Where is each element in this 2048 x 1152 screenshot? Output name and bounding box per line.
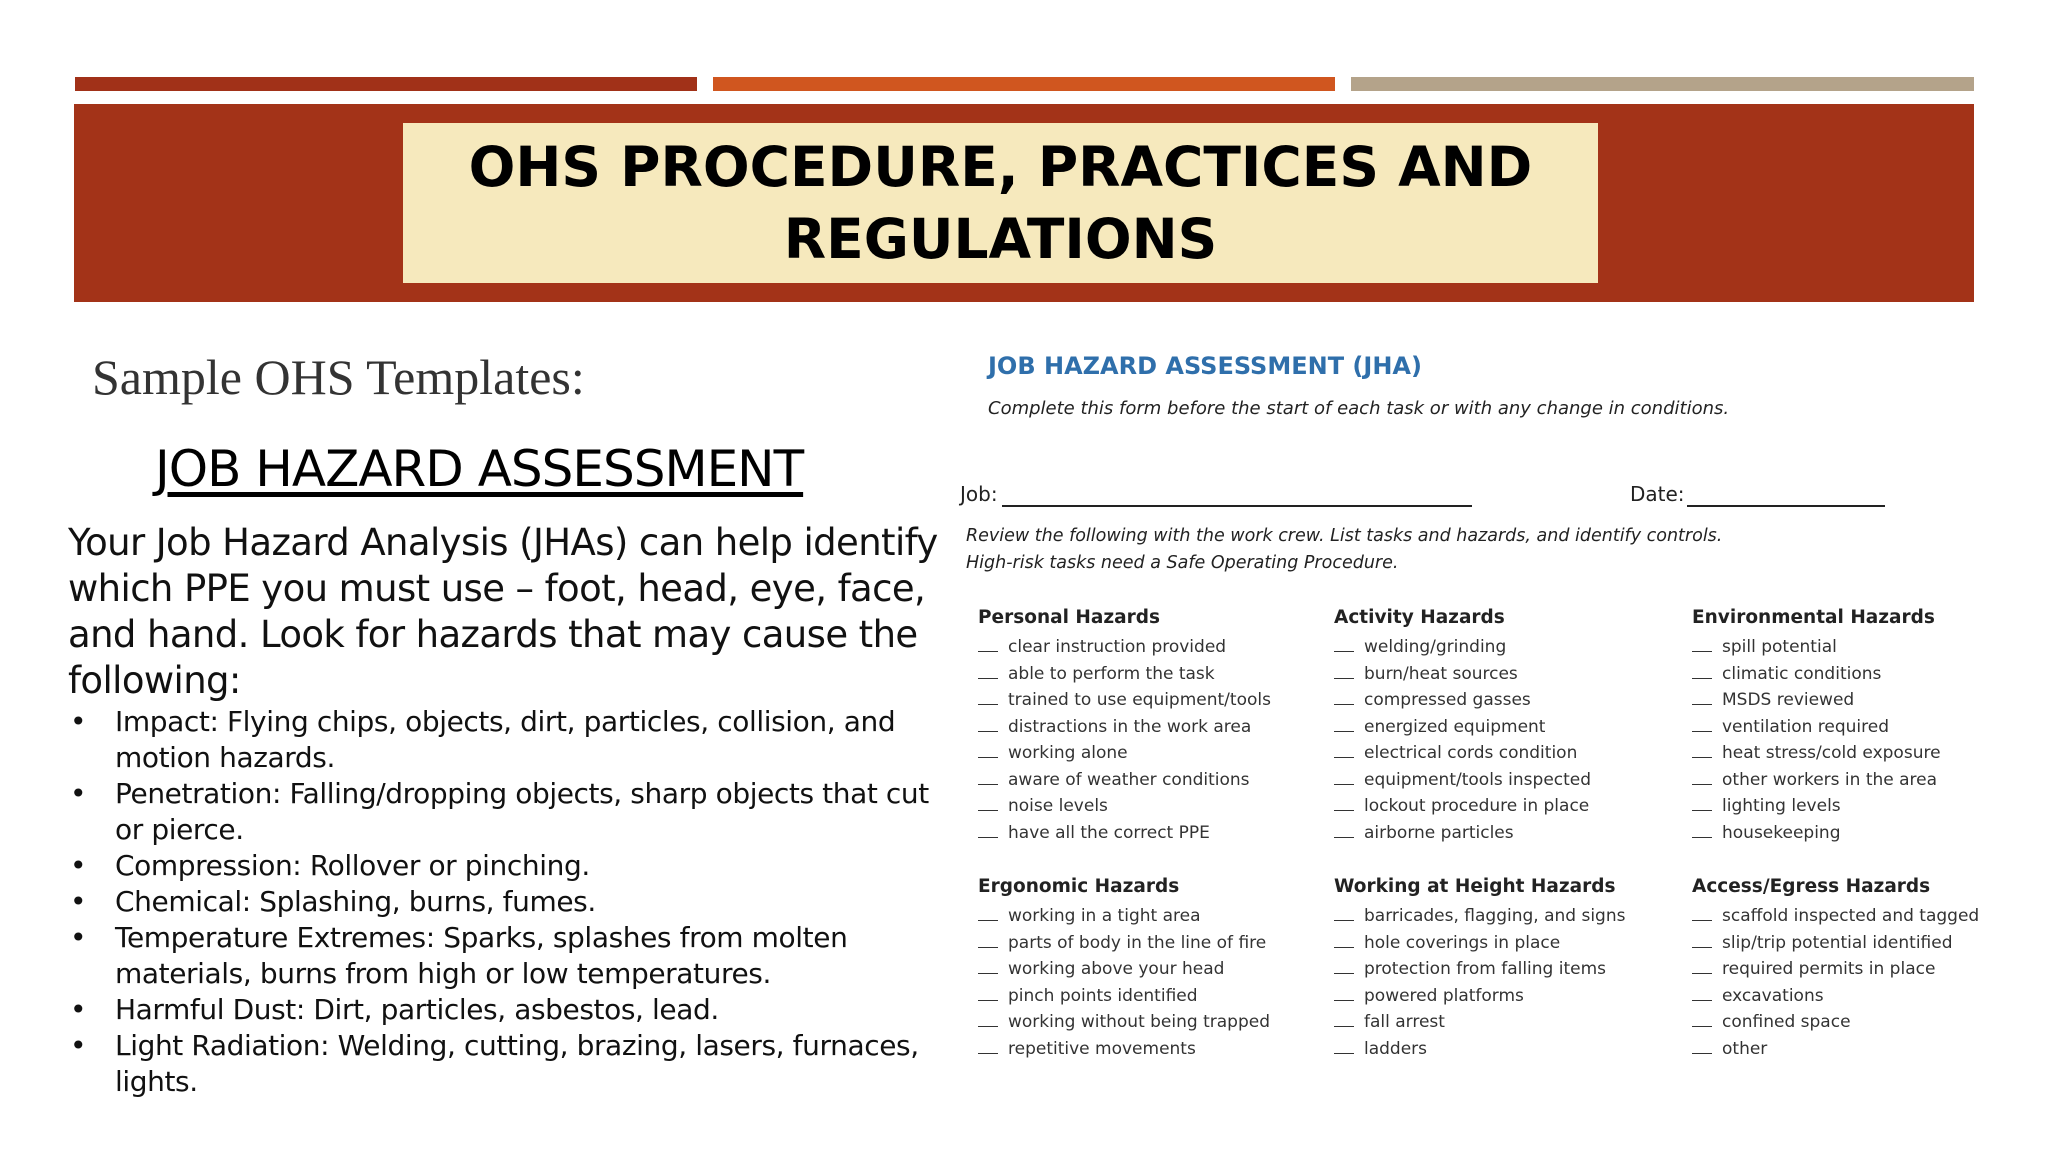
checklist-item-label: noise levels [1008, 796, 1108, 816]
check-blank [1334, 1000, 1354, 1001]
check-blank [1692, 810, 1712, 811]
hazard-group-ergonomic [978, 875, 1298, 1062]
checklist-item-label: climatic conditions [1722, 663, 1882, 684]
check-blank [978, 1053, 998, 1054]
check-blank [1334, 651, 1354, 652]
check-blank [978, 1000, 998, 1001]
check-blank [1692, 920, 1712, 921]
checklist-item-label: confined space [1722, 1012, 1851, 1032]
hazard-group-working-at-height [1334, 875, 1654, 1062]
checklist-item [978, 740, 1298, 767]
checklist-item [1692, 687, 2012, 714]
checklist-item [1334, 820, 1654, 847]
checklist-item [1692, 903, 2012, 930]
checklist-item-label: required permits in place [1722, 959, 1936, 979]
checklist-item [1692, 793, 2012, 820]
check-blank [1334, 920, 1354, 921]
checklist-item [1692, 740, 2012, 767]
checklist-item [1334, 1036, 1654, 1063]
checklist-item [1334, 1009, 1654, 1036]
bullet-icon: • [70, 885, 87, 918]
checklist-item-label: powered platforms [1364, 985, 1524, 1006]
hazard-group-personal [978, 606, 1298, 846]
review-instruction-line-2: High-risk tasks need a Safe Operating Procedure. [966, 553, 1399, 573]
checklist-item-label: MSDS reviewed [1722, 690, 1855, 710]
check-blank [1692, 731, 1712, 732]
checklist-item [1334, 714, 1654, 741]
checklist-item [1692, 820, 2012, 847]
bullet-icon: • [70, 777, 87, 810]
checklist-item-label: fall arrest [1364, 1012, 1445, 1032]
form-title: JOB HAZARD ASSESSMENT (JHA) [988, 352, 1422, 380]
checklist-item [1334, 767, 1654, 794]
check-blank [1334, 947, 1354, 948]
check-blank [978, 947, 998, 948]
checklist-item [978, 634, 1298, 661]
checklist-item [1334, 930, 1654, 957]
checklist-item-label: working in a tight area [1008, 906, 1201, 926]
bullet-item: • Penetration: Falling/dropping objects, sharp objects that cut or pierce. [70, 777, 929, 846]
hazard-group-title: Working at Height Hazards [1334, 876, 1616, 897]
checklist-item-label: pinch points identified [1008, 985, 1198, 1006]
accent-bar-middle [713, 77, 1335, 91]
accent-bar-right [1351, 77, 1974, 91]
checklist-item-label: lighting levels [1722, 796, 1841, 816]
check-blank [1334, 784, 1354, 785]
bullet-icon: • [70, 993, 87, 1026]
hazard-group-title: Environmental Hazards [1692, 607, 1935, 628]
check-blank [1334, 731, 1354, 732]
checklist-item-label: lockout procedure in place [1364, 796, 1590, 816]
checklist-item-label: equipment/tools inspected [1364, 769, 1592, 790]
checklist-item [978, 956, 1298, 983]
checklist-item-label: other workers in the area [1722, 769, 1938, 790]
checklist-item-label: energized equipment [1364, 716, 1546, 737]
check-blank [978, 757, 998, 758]
hazard-group-title: Ergonomic Hazards [978, 876, 1180, 897]
checklist-item [1692, 983, 2012, 1010]
check-blank [1692, 1026, 1712, 1027]
check-blank [1692, 678, 1712, 679]
hazard-bullet-list [68, 704, 948, 1100]
hazard-group-title: Access/Egress Hazards [1692, 876, 1931, 897]
checklist-item [978, 714, 1298, 741]
check-blank [1692, 837, 1712, 838]
slide-title: OHS PROCEDURE, PRACTICES AND REGULATIONS [468, 135, 1533, 271]
bullet-item: • Compression: Rollover or pinching. [70, 849, 590, 882]
bullet-item: • Light Radiation: Welding, cutting, brazing, lasers, furnaces, lights. [70, 1029, 919, 1098]
checklist-item [978, 903, 1298, 930]
checklist-item [978, 687, 1298, 714]
date-label: Date: [1630, 482, 1685, 506]
check-blank [1692, 784, 1712, 785]
checklist-item-label: electrical cords condition [1364, 743, 1578, 763]
checklist-item-label: protection from falling items [1364, 959, 1607, 979]
checklist-item [1692, 1009, 2012, 1036]
check-blank [978, 784, 998, 785]
checklist-item-label: working without being trapped [1008, 1012, 1270, 1032]
section-heading: JOB HAZARD ASSESSMENT [155, 440, 804, 498]
checklist-item-label: compressed gasses [1364, 690, 1531, 710]
intro-paragraph: Your Job Hazard Analysis (JHAs) can help identify which PPE you must use – foot, head, eye, face, and hand. Look for hazards that may cause the following: [68, 521, 938, 702]
check-blank [978, 920, 998, 921]
check-blank [1692, 1000, 1712, 1001]
check-blank [978, 651, 998, 652]
checklist-item-label: working above your head [1008, 959, 1225, 979]
checklist-item [978, 983, 1298, 1010]
bullet-item: • Chemical: Splashing, burns, fumes. [70, 885, 596, 918]
checklist-item-label: distractions in the work area [1008, 716, 1252, 737]
checklist-item-label: aware of weather conditions [1008, 769, 1250, 790]
checklist-item [978, 1009, 1298, 1036]
check-blank [1334, 973, 1354, 974]
checklist-item-label: welding/grinding [1364, 637, 1507, 657]
check-blank [1334, 704, 1354, 705]
check-blank [978, 678, 998, 679]
hazard-group-title: Activity Hazards [1334, 607, 1505, 628]
checklist-item [1334, 634, 1654, 661]
check-blank [978, 1026, 998, 1027]
date-field-line [1687, 505, 1885, 507]
bullet-item: • Temperature Extremes: Sparks, splashes from molten materials, burns from high or low temperatures. [70, 921, 848, 990]
checklist-item [1692, 634, 2012, 661]
check-blank [1334, 757, 1354, 758]
checklist-item [1334, 740, 1654, 767]
checklist-item [1692, 714, 2012, 741]
check-blank [1334, 678, 1354, 679]
checklist-item [1334, 983, 1654, 1010]
checklist-item-label: excavations [1722, 985, 1824, 1006]
checklist-item [1692, 1036, 2012, 1063]
checklist-item-label: repetitive movements [1008, 1038, 1196, 1059]
checklist-item-label: have all the correct PPE [1008, 822, 1210, 843]
hazard-group-title: Personal Hazards [978, 607, 1160, 628]
bullet-item: • Impact: Flying chips, objects, dirt, particles, collision, and motion hazards. [70, 705, 896, 774]
checklist-item-label: clear instruction provided [1008, 637, 1227, 657]
bullet-icon: • [70, 1029, 87, 1062]
checklist-item [1334, 661, 1654, 688]
bullet-icon: • [70, 921, 87, 954]
hazard-group-activity [1334, 606, 1654, 846]
checklist-item-label: slip/trip potential identified [1722, 932, 1953, 953]
checklist-item [978, 661, 1298, 688]
checklist-item [978, 820, 1298, 847]
bullet-icon: • [70, 705, 87, 738]
checklist-item-label: airborne particles [1364, 822, 1514, 843]
accent-bar-left [75, 77, 697, 91]
form-instruction: Complete this form before the start of each task or with any change in conditions. [988, 398, 1730, 419]
slide-subtitle: Sample OHS Templates: [92, 349, 585, 405]
title-box [403, 123, 1598, 283]
check-blank [978, 810, 998, 811]
check-blank [1692, 973, 1712, 974]
checklist-item-label: able to perform the task [1008, 663, 1215, 684]
checklist-item-label: barricades, flagging, and signs [1364, 906, 1626, 926]
checklist-item [978, 793, 1298, 820]
check-blank [1334, 810, 1354, 811]
check-blank [1692, 1053, 1712, 1054]
check-blank [1692, 651, 1712, 652]
hazard-group-environmental [1692, 606, 2012, 846]
check-blank [1692, 757, 1712, 758]
checklist-item [1334, 903, 1654, 930]
checklist-item [978, 767, 1298, 794]
job-label: Job: [960, 482, 998, 506]
checklist-item-label: scaffold inspected and tagged [1722, 906, 1980, 926]
check-blank [1334, 1026, 1354, 1027]
checklist-item-label: spill potential [1722, 637, 1837, 657]
check-blank [978, 973, 998, 974]
review-instruction-line-1: Review the following with the work crew. List tasks and hazards, and identify controls. [966, 526, 1723, 546]
job-field-line [1002, 505, 1472, 507]
check-blank [978, 731, 998, 732]
checklist-item-label: ladders [1364, 1038, 1428, 1059]
checklist-item [978, 1036, 1298, 1063]
bullet-icon: • [70, 849, 87, 882]
bullet-item: • Harmful Dust: Dirt, particles, asbestos, lead. [70, 993, 719, 1026]
checklist-item-label: other [1722, 1038, 1768, 1059]
checklist-item [1692, 767, 2012, 794]
checklist-item [978, 930, 1298, 957]
checklist-item-label: housekeeping [1722, 822, 1841, 843]
checklist-item [1334, 956, 1654, 983]
checklist-item [1334, 687, 1654, 714]
check-blank [978, 704, 998, 705]
check-blank [1334, 837, 1354, 838]
checklist-item-label: trained to use equipment/tools [1008, 690, 1271, 710]
check-blank [1692, 704, 1712, 705]
checklist-item-label: working alone [1008, 743, 1128, 763]
checklist-item [1334, 793, 1654, 820]
check-blank [978, 837, 998, 838]
hazard-group-access-egress [1692, 875, 2012, 1062]
checklist-item-label: ventilation required [1722, 716, 1890, 737]
checklist-item-label: heat stress/cold exposure [1722, 743, 1941, 763]
checklist-item [1692, 930, 2012, 957]
checklist-item [1692, 661, 2012, 688]
jha-form-image [950, 340, 2000, 1080]
checklist-item [1692, 956, 2012, 983]
checklist-item-label: burn/heat sources [1364, 663, 1518, 684]
checklist-item-label: parts of body in the line of fire [1008, 932, 1267, 953]
check-blank [1334, 1053, 1354, 1054]
checklist-item-label: hole coverings in place [1364, 932, 1561, 953]
check-blank [1692, 947, 1712, 948]
